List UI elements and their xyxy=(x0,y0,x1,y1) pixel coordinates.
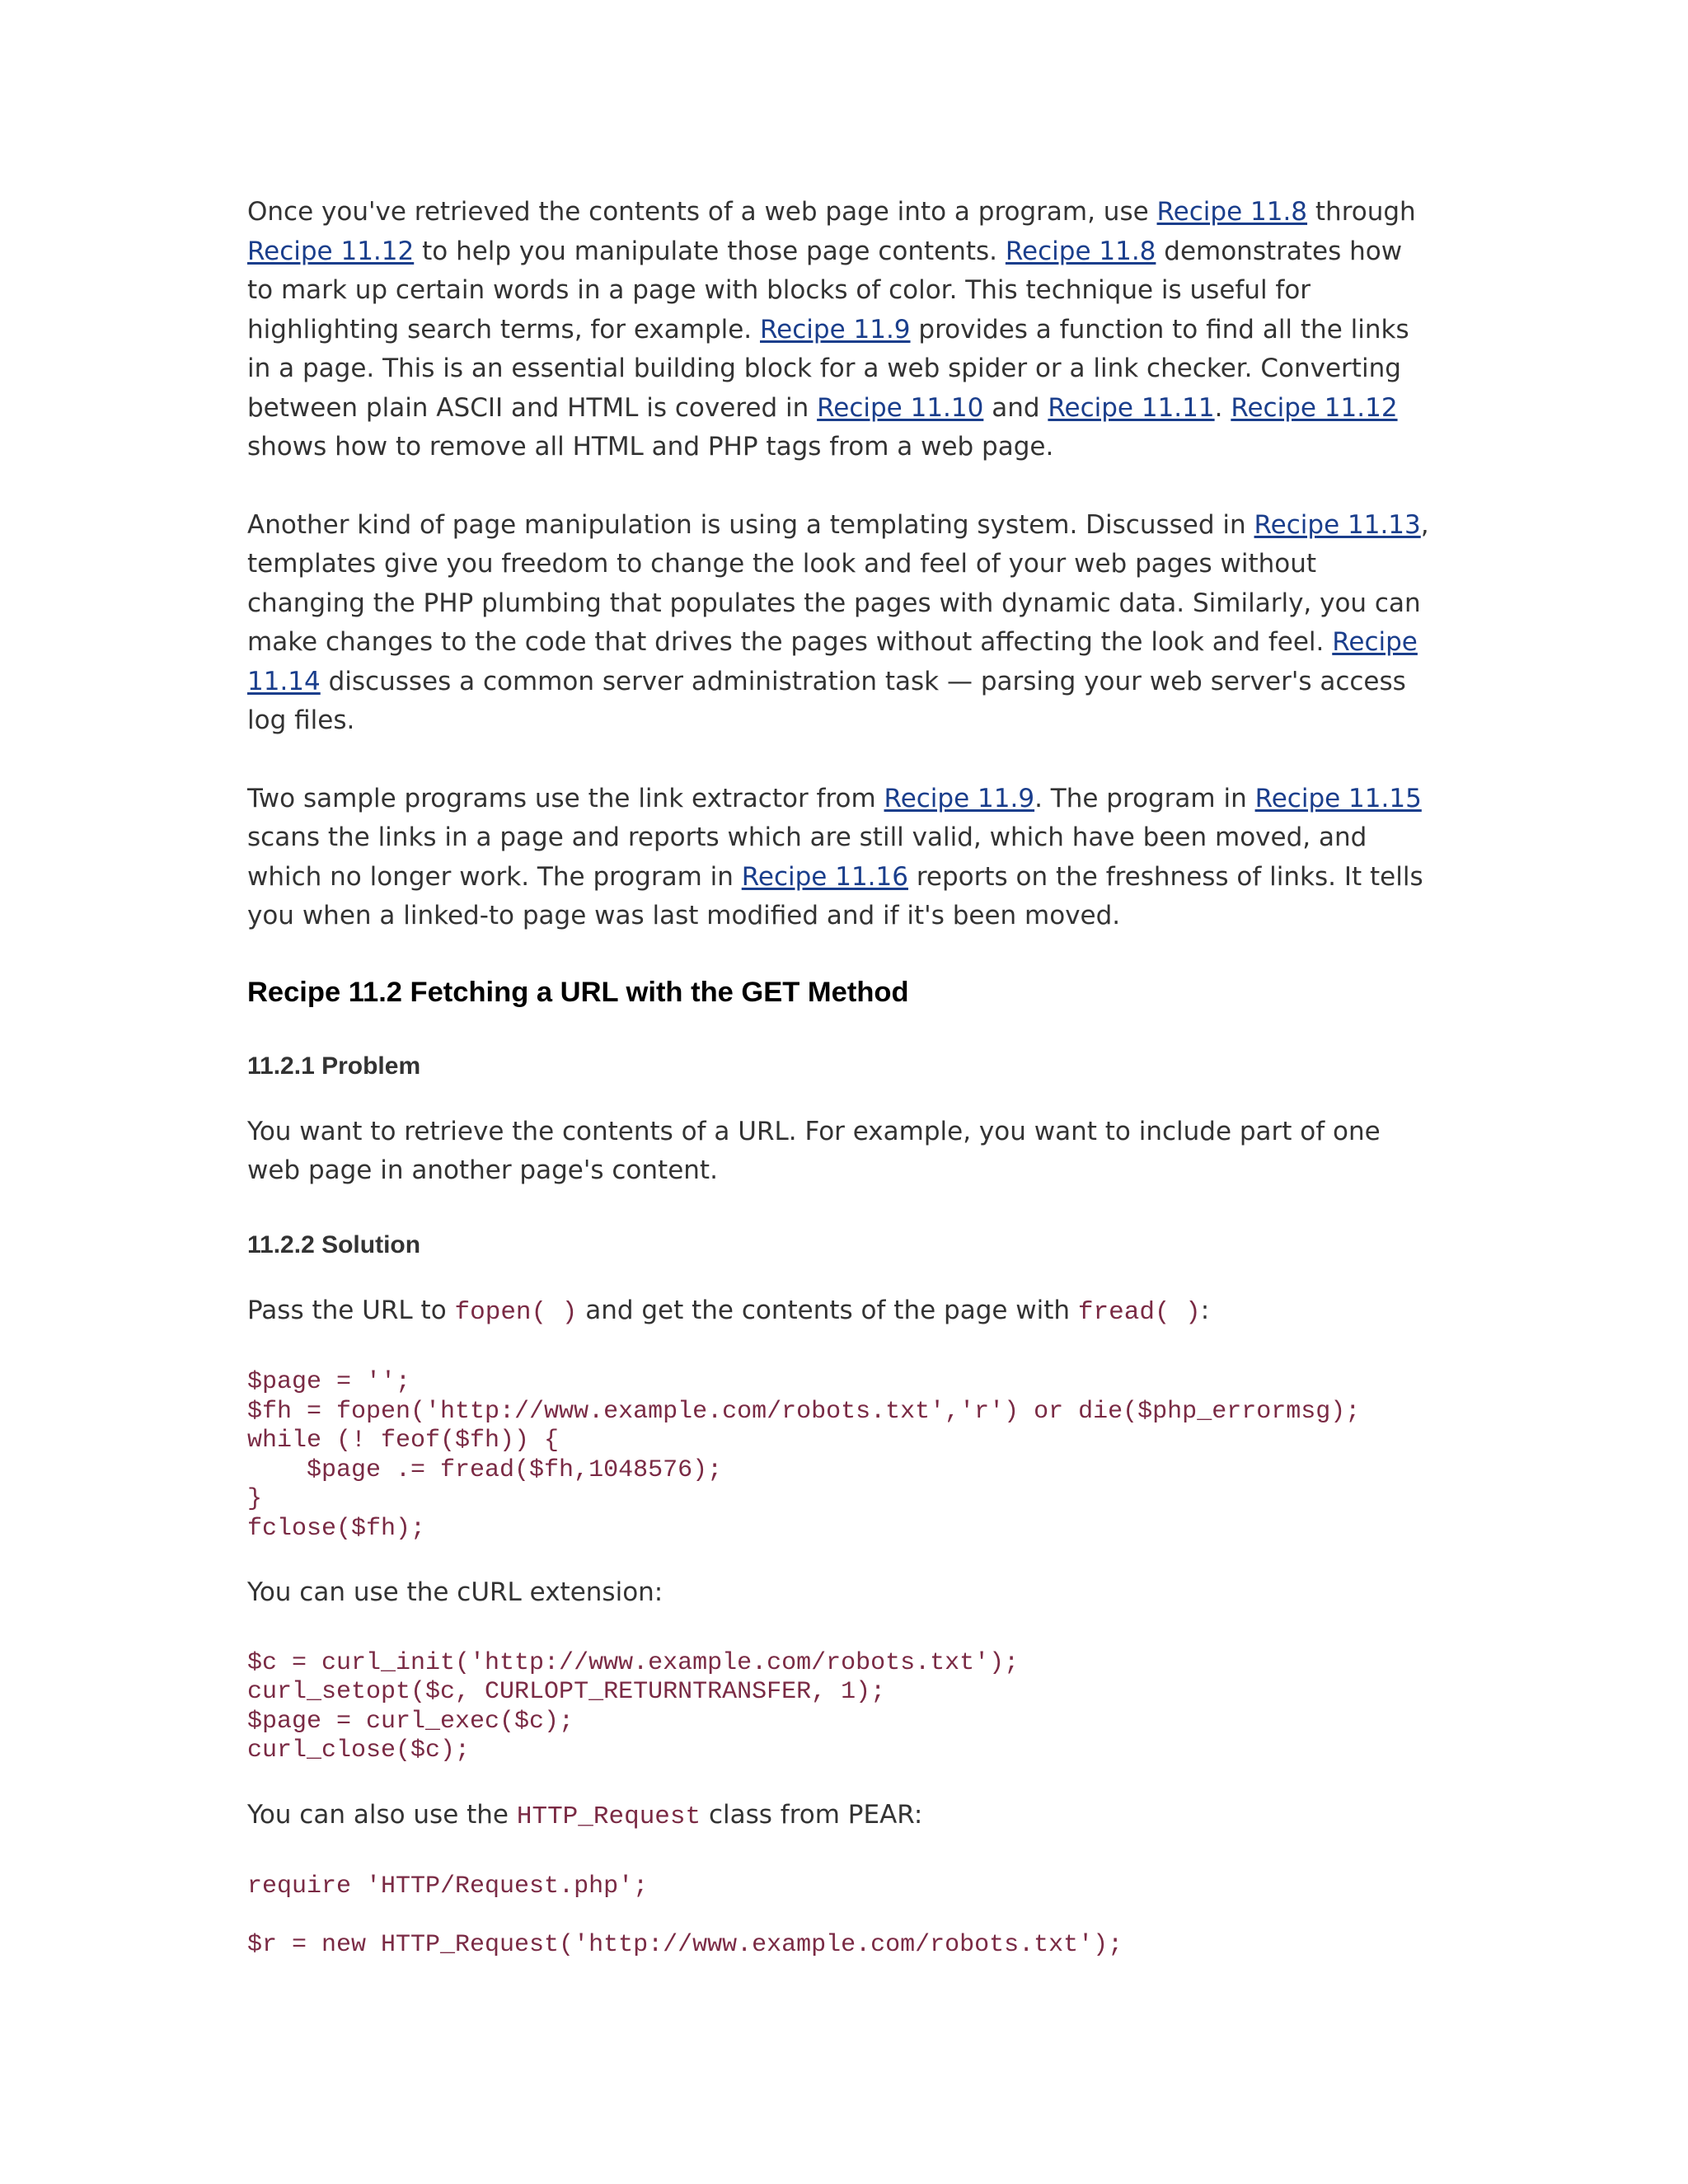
solution-pear-text-b: class from PEAR: xyxy=(701,1799,923,1830)
recipe-title: Recipe 11.2 Fetching a URL with the GET Method xyxy=(247,976,909,1008)
paragraph-text: reports on the freshness of links. It tells you when a linked-to page was last modified and if it's been moved. xyxy=(247,861,1423,930)
paragraph-text: Another kind of page manipulation is using a templating system. Discussed in xyxy=(247,509,1254,540)
recipe-link[interactable]: Recipe 11.9 xyxy=(884,783,1035,813)
paragraph-text: through xyxy=(1307,197,1416,227)
recipe-link[interactable]: Recipe 11.9 xyxy=(760,314,911,344)
paragraph-text: scans the links in a page and reports which are still valid, which have been moved, and which no longer work. The program in xyxy=(247,823,1367,892)
paragraph-text: . The program in xyxy=(1034,783,1255,813)
solution-pear-text xyxy=(247,1796,1434,1837)
paragraph-text: provides a function to find all the links in a page. This is an essential building block for a web spider or a link checker. Converting between plain ASCII and HTML is covered in xyxy=(247,314,1409,423)
paragraph-text: , templates give you freedom to change the look and feel of your web pages without changing the PHP plumbing that populates the pages with dynamic data. Similarly, you can make changes to the code that drives the pages without affecting the look and feel. xyxy=(247,509,1429,657)
recipe-link[interactable]: Recipe 11.13 xyxy=(1254,509,1421,540)
intro-paragraph-2 xyxy=(247,506,1434,741)
solution-fopen-text-b: and get the contents of the page with xyxy=(577,1295,1078,1325)
solution-pear-text-a: You can also use the xyxy=(247,1799,517,1830)
paragraph-text: and xyxy=(983,392,1048,423)
recipe-link[interactable]: Recipe 11.16 xyxy=(741,861,908,892)
fread-code: fread( ) xyxy=(1077,1297,1201,1327)
recipe-link[interactable]: Recipe 11.8 xyxy=(1156,197,1308,227)
recipe-link[interactable]: Recipe 11.12 xyxy=(1231,392,1398,423)
http-request-code: HTTP_Request xyxy=(516,1802,701,1831)
recipe-link[interactable]: Recipe 11.11 xyxy=(1048,392,1215,423)
code-block-curl: $c = curl_init('http://www.example.com/robots.txt'); curl_setopt($c, CURLOPT_RETURNTRANSFER, 1); $page = curl_exec($c); curl_close($c); xyxy=(247,1648,1020,1765)
recipe-link[interactable]: Recipe 11.12 xyxy=(247,236,415,266)
solution-fopen-text xyxy=(247,1291,1434,1333)
paragraph-text: discusses a common server administration task — parsing your web server's access log files. xyxy=(247,666,1406,735)
paragraph-text: . xyxy=(1214,392,1231,423)
recipe-link[interactable]: Recipe 11.10 xyxy=(817,392,984,423)
solution-fopen-text-a: Pass the URL to xyxy=(247,1295,455,1325)
intro-paragraph-1 xyxy=(247,193,1434,467)
recipe-link[interactable]: Recipe 11.14 xyxy=(247,627,1418,696)
solution-heading: 11.2.2 Solution xyxy=(247,1230,421,1258)
paragraph-text: demonstrates how to mark up certain words in a page with blocks of color. This technique is useful for highlighting search terms, for example. xyxy=(247,236,1403,344)
solution-fopen-text-c: : xyxy=(1200,1295,1210,1325)
code-block-fopen: $page = ''; $fh = fopen('http://www.example.com/robots.txt','r') or die($php_errormsg); while (! feof($fh)) { $page .= fread($fh,1048576); } fclose($fh); xyxy=(247,1368,1361,1543)
problem-text: You want to retrieve the contents of a URL. For example, you want to include part of one web page in another page's content. xyxy=(247,1116,1381,1185)
paragraph-text: to help you manipulate those page contents. xyxy=(414,236,1006,266)
intro-paragraph-3 xyxy=(247,780,1434,936)
paragraph-text: Once you've retrieved the contents of a web page into a program, use xyxy=(247,197,1157,227)
paragraph-text: shows how to remove all HTML and PHP tags from a web page. xyxy=(247,432,1054,462)
fopen-code: fopen( ) xyxy=(454,1297,578,1327)
solution-curl-text: You can use the cURL extension: xyxy=(247,1577,663,1607)
code-block-pear: require 'HTTP/Request.php'; $r = new HTTP_Request('http://www.example.com/robots.txt'); xyxy=(247,1872,1123,1959)
document-page xyxy=(247,193,1434,1990)
recipe-link[interactable]: Recipe 11.8 xyxy=(1005,236,1156,266)
paragraph-text: Two sample programs use the link extractor from xyxy=(247,783,884,813)
problem-heading: 11.2.1 Problem xyxy=(247,1052,421,1080)
recipe-link[interactable]: Recipe 11.15 xyxy=(1254,783,1422,813)
